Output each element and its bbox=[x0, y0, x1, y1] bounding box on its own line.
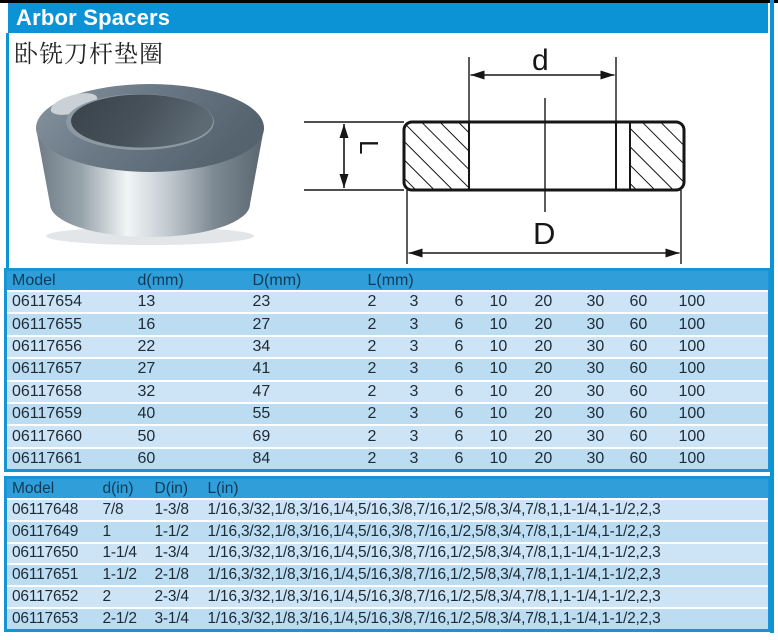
value-cell: 60 bbox=[137, 449, 156, 467]
table-row bbox=[6, 608, 770, 630]
value-cell: 6 bbox=[454, 427, 464, 445]
value-cell: 1-1/4 bbox=[102, 544, 137, 562]
value-cell: 20 bbox=[534, 315, 553, 333]
value-cell: 30 bbox=[586, 382, 605, 400]
value-cell: 32 bbox=[137, 382, 156, 400]
col-header-D-mm: D(mm) bbox=[248, 270, 363, 292]
value-cell: 100 bbox=[678, 449, 706, 467]
value-cell: 10 bbox=[489, 360, 508, 378]
metric-table bbox=[4, 268, 771, 472]
table-row bbox=[6, 499, 770, 521]
value-cell: 20 bbox=[534, 360, 553, 378]
value-cell: 20 bbox=[534, 449, 553, 467]
value-cell: 10 bbox=[489, 293, 508, 311]
value-cell: 20 bbox=[534, 427, 553, 445]
value-cell: 3-1/4 bbox=[154, 609, 189, 627]
value-cell: 100 bbox=[678, 360, 706, 378]
col-header-D-in: D(in) bbox=[150, 478, 203, 500]
dim-label-L: L bbox=[354, 140, 384, 155]
value-cell: 2-1/8 bbox=[154, 566, 189, 584]
value-cell: 69 bbox=[252, 427, 271, 445]
value-cell: 30 bbox=[586, 315, 605, 333]
value-cell: 34 bbox=[252, 337, 271, 355]
value-cell: 100 bbox=[678, 293, 706, 311]
value-cell: 6 bbox=[454, 449, 464, 467]
value-cell: 60 bbox=[629, 315, 648, 333]
table-row bbox=[6, 586, 770, 608]
table-row bbox=[6, 336, 770, 358]
value-cell: 3 bbox=[409, 427, 419, 445]
value-cell: 41 bbox=[252, 360, 271, 378]
value-cell: 3 bbox=[409, 405, 419, 423]
value-cell: 6 bbox=[454, 360, 464, 378]
value-cell: 100 bbox=[678, 315, 706, 333]
value-cell: 2 bbox=[367, 337, 377, 355]
value-cell: 10 bbox=[489, 382, 508, 400]
value-cell: 1-1/2 bbox=[154, 522, 189, 540]
model-cell: 06117659 bbox=[12, 405, 82, 423]
value-cell: 60 bbox=[629, 405, 648, 423]
page-left-border bbox=[6, 33, 9, 270]
value-cell: 7/8 bbox=[102, 500, 124, 518]
value-cell: 10 bbox=[489, 315, 508, 333]
page-title: Arbor Spacers bbox=[16, 5, 171, 30]
value-cell: 40 bbox=[137, 405, 156, 423]
value-cell: 55 bbox=[252, 405, 271, 423]
model-cell: 06117654 bbox=[12, 293, 82, 311]
value-cell: 2 bbox=[367, 449, 377, 467]
value-cell: 10 bbox=[489, 405, 508, 423]
value-cell: 30 bbox=[586, 449, 605, 467]
value-cell: 100 bbox=[678, 405, 706, 423]
table-row bbox=[6, 521, 770, 543]
inch-header-row bbox=[6, 478, 770, 500]
value-cell: 1/16,3/32,1/8,3/16,1/4,5/16,3/8,7/16,1/2,5/8,3/4,7/8,1,1-1/4,1-1/2,2,3 bbox=[207, 522, 661, 540]
model-cell: 06117650 bbox=[12, 544, 79, 562]
value-cell: 20 bbox=[534, 405, 553, 423]
value-cell: 2 bbox=[102, 588, 111, 606]
value-cell: 20 bbox=[534, 293, 553, 311]
value-cell: 20 bbox=[534, 337, 553, 355]
model-cell: 06117656 bbox=[12, 337, 82, 355]
value-cell: 1-1/2 bbox=[102, 566, 137, 584]
table-row bbox=[6, 425, 770, 447]
value-cell: 3 bbox=[409, 293, 419, 311]
model-cell: 06117658 bbox=[12, 382, 82, 400]
table-row bbox=[6, 543, 770, 565]
dimension-diagram bbox=[300, 38, 774, 270]
value-cell: 3 bbox=[409, 449, 419, 467]
model-cell: 06117660 bbox=[12, 427, 82, 445]
title-bar bbox=[8, 3, 768, 33]
value-cell: 6 bbox=[454, 337, 464, 355]
value-cell: 30 bbox=[586, 337, 605, 355]
value-cell: 2 bbox=[367, 293, 377, 311]
model-cell: 06117655 bbox=[12, 315, 82, 333]
value-cell: 10 bbox=[489, 427, 508, 445]
value-cell: 13 bbox=[137, 293, 156, 311]
value-cell: 1-3/8 bbox=[154, 500, 189, 518]
value-cell: 100 bbox=[678, 427, 706, 445]
value-cell: 3 bbox=[409, 360, 419, 378]
value-cell: 100 bbox=[678, 382, 706, 400]
value-cell: 3 bbox=[409, 315, 419, 333]
table-row bbox=[6, 403, 770, 425]
value-cell: 2-3/4 bbox=[154, 588, 189, 606]
product-photo bbox=[22, 70, 278, 252]
col-header-d-in: d(in) bbox=[98, 478, 150, 500]
value-cell: 2 bbox=[367, 382, 377, 400]
value-cell: 27 bbox=[252, 315, 271, 333]
value-cell: 20 bbox=[534, 382, 553, 400]
value-cell: 2 bbox=[367, 315, 377, 333]
value-cell: 50 bbox=[137, 427, 156, 445]
table-row bbox=[6, 564, 770, 586]
value-cell: 27 bbox=[137, 360, 156, 378]
value-cell: 6 bbox=[454, 382, 464, 400]
model-cell: 06117653 bbox=[12, 609, 79, 627]
value-cell: 2-1/2 bbox=[102, 609, 137, 627]
value-cell: 10 bbox=[489, 337, 508, 355]
value-cell: 60 bbox=[629, 427, 648, 445]
value-cell: 22 bbox=[137, 337, 156, 355]
value-cell: 30 bbox=[586, 360, 605, 378]
value-cell: 6 bbox=[454, 405, 464, 423]
value-cell: 60 bbox=[629, 449, 648, 467]
value-cell: 1 bbox=[102, 522, 111, 540]
col-header-d-mm: d(mm) bbox=[133, 270, 248, 292]
value-cell: 60 bbox=[629, 382, 648, 400]
model-cell: 06117661 bbox=[12, 449, 82, 467]
col-header-model: Model bbox=[6, 270, 133, 292]
dim-label-D: D bbox=[533, 216, 556, 251]
value-cell: 6 bbox=[454, 315, 464, 333]
table-row bbox=[6, 313, 770, 335]
hatched-sections bbox=[404, 122, 684, 190]
model-cell: 06117649 bbox=[12, 522, 79, 540]
page-subtitle-cn: 卧铣刀杆垫圈 bbox=[14, 41, 164, 68]
value-cell: 23 bbox=[252, 293, 271, 311]
value-cell: 6 bbox=[454, 293, 464, 311]
value-cell: 16 bbox=[137, 315, 156, 333]
value-cell: 84 bbox=[252, 449, 271, 467]
table-row bbox=[6, 291, 770, 313]
value-cell: 2 bbox=[367, 405, 377, 423]
value-cell: 100 bbox=[678, 337, 706, 355]
spacer-photo-graphic bbox=[22, 70, 278, 252]
inch-table bbox=[4, 476, 771, 632]
table-row bbox=[6, 448, 770, 471]
model-cell: 06117648 bbox=[12, 500, 79, 518]
value-cell: 30 bbox=[586, 405, 605, 423]
value-cell: 3 bbox=[409, 337, 419, 355]
value-cell: 30 bbox=[586, 293, 605, 311]
value-cell: 3 bbox=[409, 382, 419, 400]
value-cell: 1-3/4 bbox=[154, 544, 189, 562]
value-cell: 2 bbox=[367, 427, 377, 445]
value-cell: 1/16,3/32,1/8,3/16,1/4,5/16,3/8,7/16,1/2,5/8,3/4,7/8,1,1-1/4,1-1/2,2,3 bbox=[207, 609, 661, 627]
cross-section-drawing bbox=[300, 38, 774, 270]
model-cell: 06117651 bbox=[12, 566, 79, 584]
value-cell: 30 bbox=[586, 427, 605, 445]
table-row bbox=[6, 358, 770, 380]
value-cell: 2 bbox=[367, 360, 377, 378]
value-cell: 60 bbox=[629, 337, 648, 355]
model-cell: 06117652 bbox=[12, 588, 79, 606]
table-row bbox=[6, 381, 770, 403]
value-cell: 1/16,3/32,1/8,3/16,1/4,5/16,3/8,7/16,1/2,5/8,3/4,7/8,1,1-1/4,1-1/2,2,3 bbox=[207, 500, 661, 518]
value-cell: 1/16,3/32,1/8,3/16,1/4,5/16,3/8,7/16,1/2,5/8,3/4,7/8,1,1-1/4,1-1/2,2,3 bbox=[207, 566, 661, 584]
value-cell: 60 bbox=[629, 360, 648, 378]
value-cell: 1/16,3/32,1/8,3/16,1/4,5/16,3/8,7/16,1/2,5/8,3/4,7/8,1,1-1/4,1-1/2,2,3 bbox=[207, 544, 661, 562]
dim-label-d: d bbox=[532, 44, 549, 77]
metric-header-row bbox=[6, 270, 770, 292]
value-cell: 60 bbox=[629, 293, 648, 311]
value-cell: 1/16,3/32,1/8,3/16,1/4,5/16,3/8,7/16,1/2,5/8,3/4,7/8,1,1-1/4,1-1/2,2,3 bbox=[207, 588, 661, 606]
value-cell: 47 bbox=[252, 382, 271, 400]
col-header-L-in: L(in) bbox=[203, 478, 770, 500]
col-header-model: Model bbox=[6, 478, 98, 500]
value-cell: 10 bbox=[489, 449, 508, 467]
model-cell: 06117657 bbox=[12, 360, 82, 378]
col-header-L-mm: L(mm) bbox=[363, 270, 770, 292]
